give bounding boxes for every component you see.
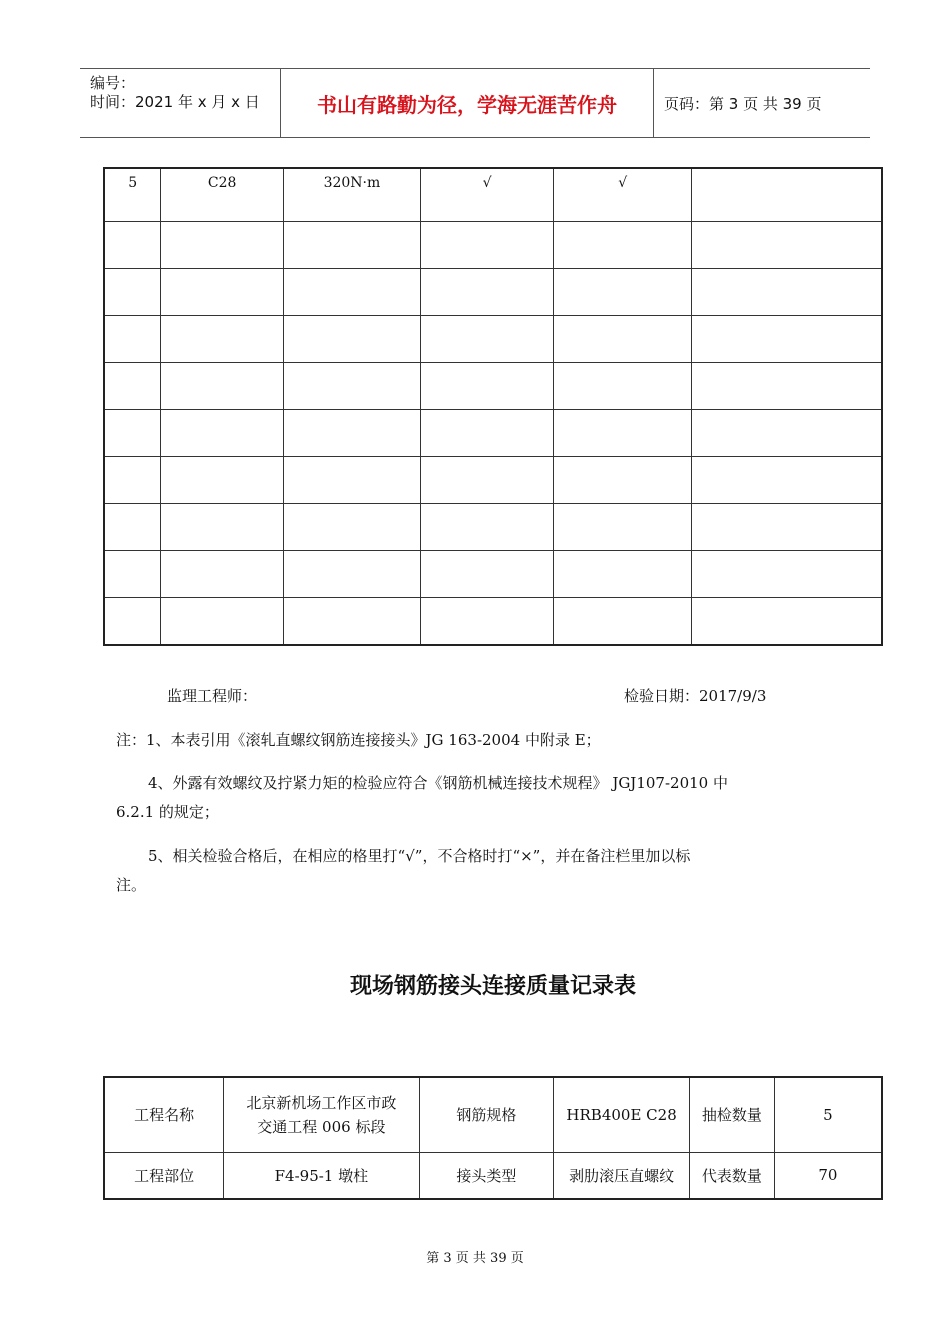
table-cell [104,504,161,551]
form-title: 现场钢筋接头连接质量记录表 [349,974,636,999]
table-cell [161,598,284,646]
note-5-line1: 5、相关检验合格后，在相应的格里打“√”，不合格时打“×”，并在备注栏里加以标 [148,847,691,865]
table-cell [420,363,554,410]
table-cell [161,410,284,457]
table-cell [554,316,692,363]
table-row [104,551,882,598]
table-cell [692,168,882,222]
table-row [104,363,882,410]
table-row [104,222,882,269]
table-row [104,316,882,363]
table-cell [420,410,554,457]
table-cell [104,316,161,363]
table-cell [161,222,284,269]
table-cell [554,457,692,504]
table-cell [692,269,882,316]
table-cell [104,598,161,646]
project-row-2 [104,1152,882,1199]
table-cell [554,363,692,410]
table-cell [420,551,554,598]
table-cell [554,551,692,598]
table-cell [692,598,882,646]
table-cell [104,410,161,457]
supervisor-label: 监理工程师： [167,687,258,705]
project-location-label: 工程部位 [104,1152,224,1199]
table-cell: 320N·m [284,168,421,222]
representative-count-value: 70 [774,1152,882,1199]
note-1: 注：1、本表引用《滚轧直螺纹钢筋连接接头》JG 163-2004 中附录 E； [116,731,601,749]
document-number-label: 编号： [90,74,136,92]
table-cell [692,504,882,551]
table-cell [161,457,284,504]
project-row-1 [104,1077,882,1152]
project-location-value: F4-95-1 墩柱 [224,1152,419,1199]
sample-count-value: 5 [774,1077,882,1152]
table-cell: √ [420,168,554,222]
table-cell [692,457,882,504]
table-cell [161,269,284,316]
project-name-line1: 北京新机场工作区市政 [246,1093,397,1112]
table-cell [284,363,421,410]
table-cell [161,551,284,598]
table-row [104,457,882,504]
table-cell [420,598,554,646]
table-cell [284,551,421,598]
table-cell [692,410,882,457]
table-cell: 5 [104,168,161,222]
table-row [104,410,882,457]
inspection-date: 检验日期：2017/9/3 [624,687,767,705]
table-cell [104,363,161,410]
table-cell [420,269,554,316]
table-cell [420,316,554,363]
table-cell [284,269,421,316]
table-cell [692,316,882,363]
table-cell [104,222,161,269]
joint-type-value: 剥肋滚压直螺纹 [554,1152,690,1199]
table-cell [284,457,421,504]
rebar-spec-value: HRB400E C28 [554,1077,690,1152]
sample-count-label: 抽检数量 [689,1077,774,1152]
table-cell: C28 [161,168,284,222]
table-cell [554,410,692,457]
project-name-value [224,1077,419,1152]
table-cell [104,457,161,504]
table-cell [284,316,421,363]
header-motto: 书山有路勤为径，学海无涯苦作舟 [281,69,654,137]
table-row [104,269,882,316]
table-row [104,504,882,551]
project-name-line2: 交通工程 006 标段 [257,1117,386,1136]
note-4-line2: 6.2.1 的规定； [116,803,219,821]
inspection-table [103,167,883,646]
table-cell [284,410,421,457]
table-cell [554,504,692,551]
table-cell [284,598,421,646]
header-meta [80,69,281,137]
page-header [80,68,870,138]
table-cell [104,269,161,316]
table-cell [420,504,554,551]
rebar-spec-label: 钢筋规格 [419,1077,554,1152]
table-cell: √ [554,168,692,222]
table-cell [554,269,692,316]
table-cell [284,504,421,551]
table-row [104,598,882,646]
note-4-line1: 4、外露有效螺纹及拧紧力矩的检验应符合《钢筋机械连接技术规程》 JGJ107-2010 中 [148,774,728,792]
representative-count-label: 代表数量 [689,1152,774,1199]
table-cell [161,316,284,363]
table-cell [554,598,692,646]
page-footer: 第 3 页 共 39 页 [426,1251,524,1266]
table-cell [692,363,882,410]
table-cell [692,222,882,269]
table-cell [104,551,161,598]
note-5-line2: 注。 [116,876,147,894]
table-cell [554,222,692,269]
table-cell [161,504,284,551]
table-cell [284,222,421,269]
document-date: 时间：2021 年 x 月 x 日 [90,93,260,111]
table-cell [420,457,554,504]
project-info-table [103,1076,883,1200]
table-cell [420,222,554,269]
table-cell [161,363,284,410]
header-page-info: 页码：第 3 页 共 39 页 [664,95,822,113]
table-row [104,168,882,222]
project-name-label: 工程名称 [104,1077,224,1152]
table-cell [692,551,882,598]
joint-type-label: 接头类型 [419,1152,554,1199]
